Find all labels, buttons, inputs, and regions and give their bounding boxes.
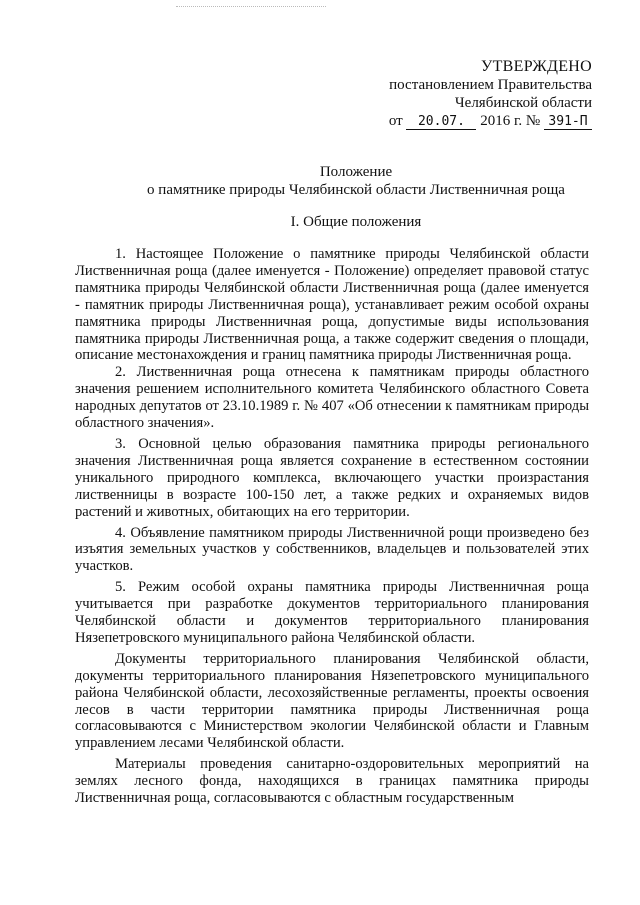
document-subtitle: о памятнике природы Челябинской области Лиственничная роща — [147, 182, 565, 198]
approval-line-2: Челябинской области — [454, 95, 592, 111]
paragraph-1: 1. Настоящее Положение о памятнике природы Челябинской области Лиственничная роща (далее именуется - Положение) определяет правовой статус памятника природы Челябинской области Лиственничная роща (далее именуется - памятник природы Лиственничная роща), устанавливает режим особой охраны памятника природы Лиственничная роща, допустимые виды использования памятника природы Лиственничная роща, а также содержит сведения о площади, описание местонахождения и границ памятника природы Лиственничная роща. — [75, 246, 589, 364]
approval-block — [360, 58, 592, 130]
approval-date-line — [360, 112, 592, 130]
approval-stamp: УТВЕРЖДЕНО — [480, 58, 592, 75]
document-body — [75, 246, 589, 807]
section-heading: I. Общие положения — [290, 214, 422, 230]
year-text: 2016 г. № — [480, 113, 541, 129]
paragraph-7: Материалы проведения санитарно-оздоровительных мероприятий на землях лесного фонда, находящихся в границах памятника природы Лиственничная роща, согласовываются с областным государственным — [75, 756, 589, 807]
paragraph-4: 4. Объявление памятником природы Лиственничной рощи произведено без изъятия земельных участков у собственников, владельцев и пользователей этих участков. — [75, 524, 589, 575]
handwritten-date: 20.07. — [406, 115, 476, 130]
document-title: Положение — [319, 164, 393, 180]
paragraph-6: Документы территориального планирования Челябинской области, документы территориального планирования Нязепетровского муниципального района Челябинской области, лесохозяйственные регламенты, проекты освоения лесов в части территории памятника природы Лиственничная роща согласовываются с Министерством экологии Челябинской области и Главным управлением лесами Челябинской области. — [75, 650, 589, 752]
paragraph-2: 2. Лиственничная роща отнесена к памятникам природы областного значения решением исполнительного комитета Челябинского областного Совета народных депутатов от 23.10.1989 г. № 407 «Об отнесении к памятникам природы областного значения». — [75, 364, 589, 432]
paragraph-5: 5. Режим особой охраны памятника природы Лиственничная роща учитывается при разработке документов территориального планирования Челябинской области и документов территориального планирования Нязепетровского муниципального района Челябинской области. — [75, 579, 589, 646]
handwritten-doc-number: 391-П — [544, 115, 592, 130]
approval-line-1: постановлением Правительства — [389, 77, 592, 93]
scan-artifact — [176, 6, 326, 10]
date-prefix: от — [388, 113, 403, 129]
paragraph-3: 3. Основной целью образования памятника природы регионального значения Лиственничная роща является сохранение в естественном состоянии уникального природного комплекса, включающего участки произрастания лиственницы в возрасте 100-150 лет, а также редких и охраняемых видов растений и животных, обитающих на его территории. — [75, 435, 589, 520]
